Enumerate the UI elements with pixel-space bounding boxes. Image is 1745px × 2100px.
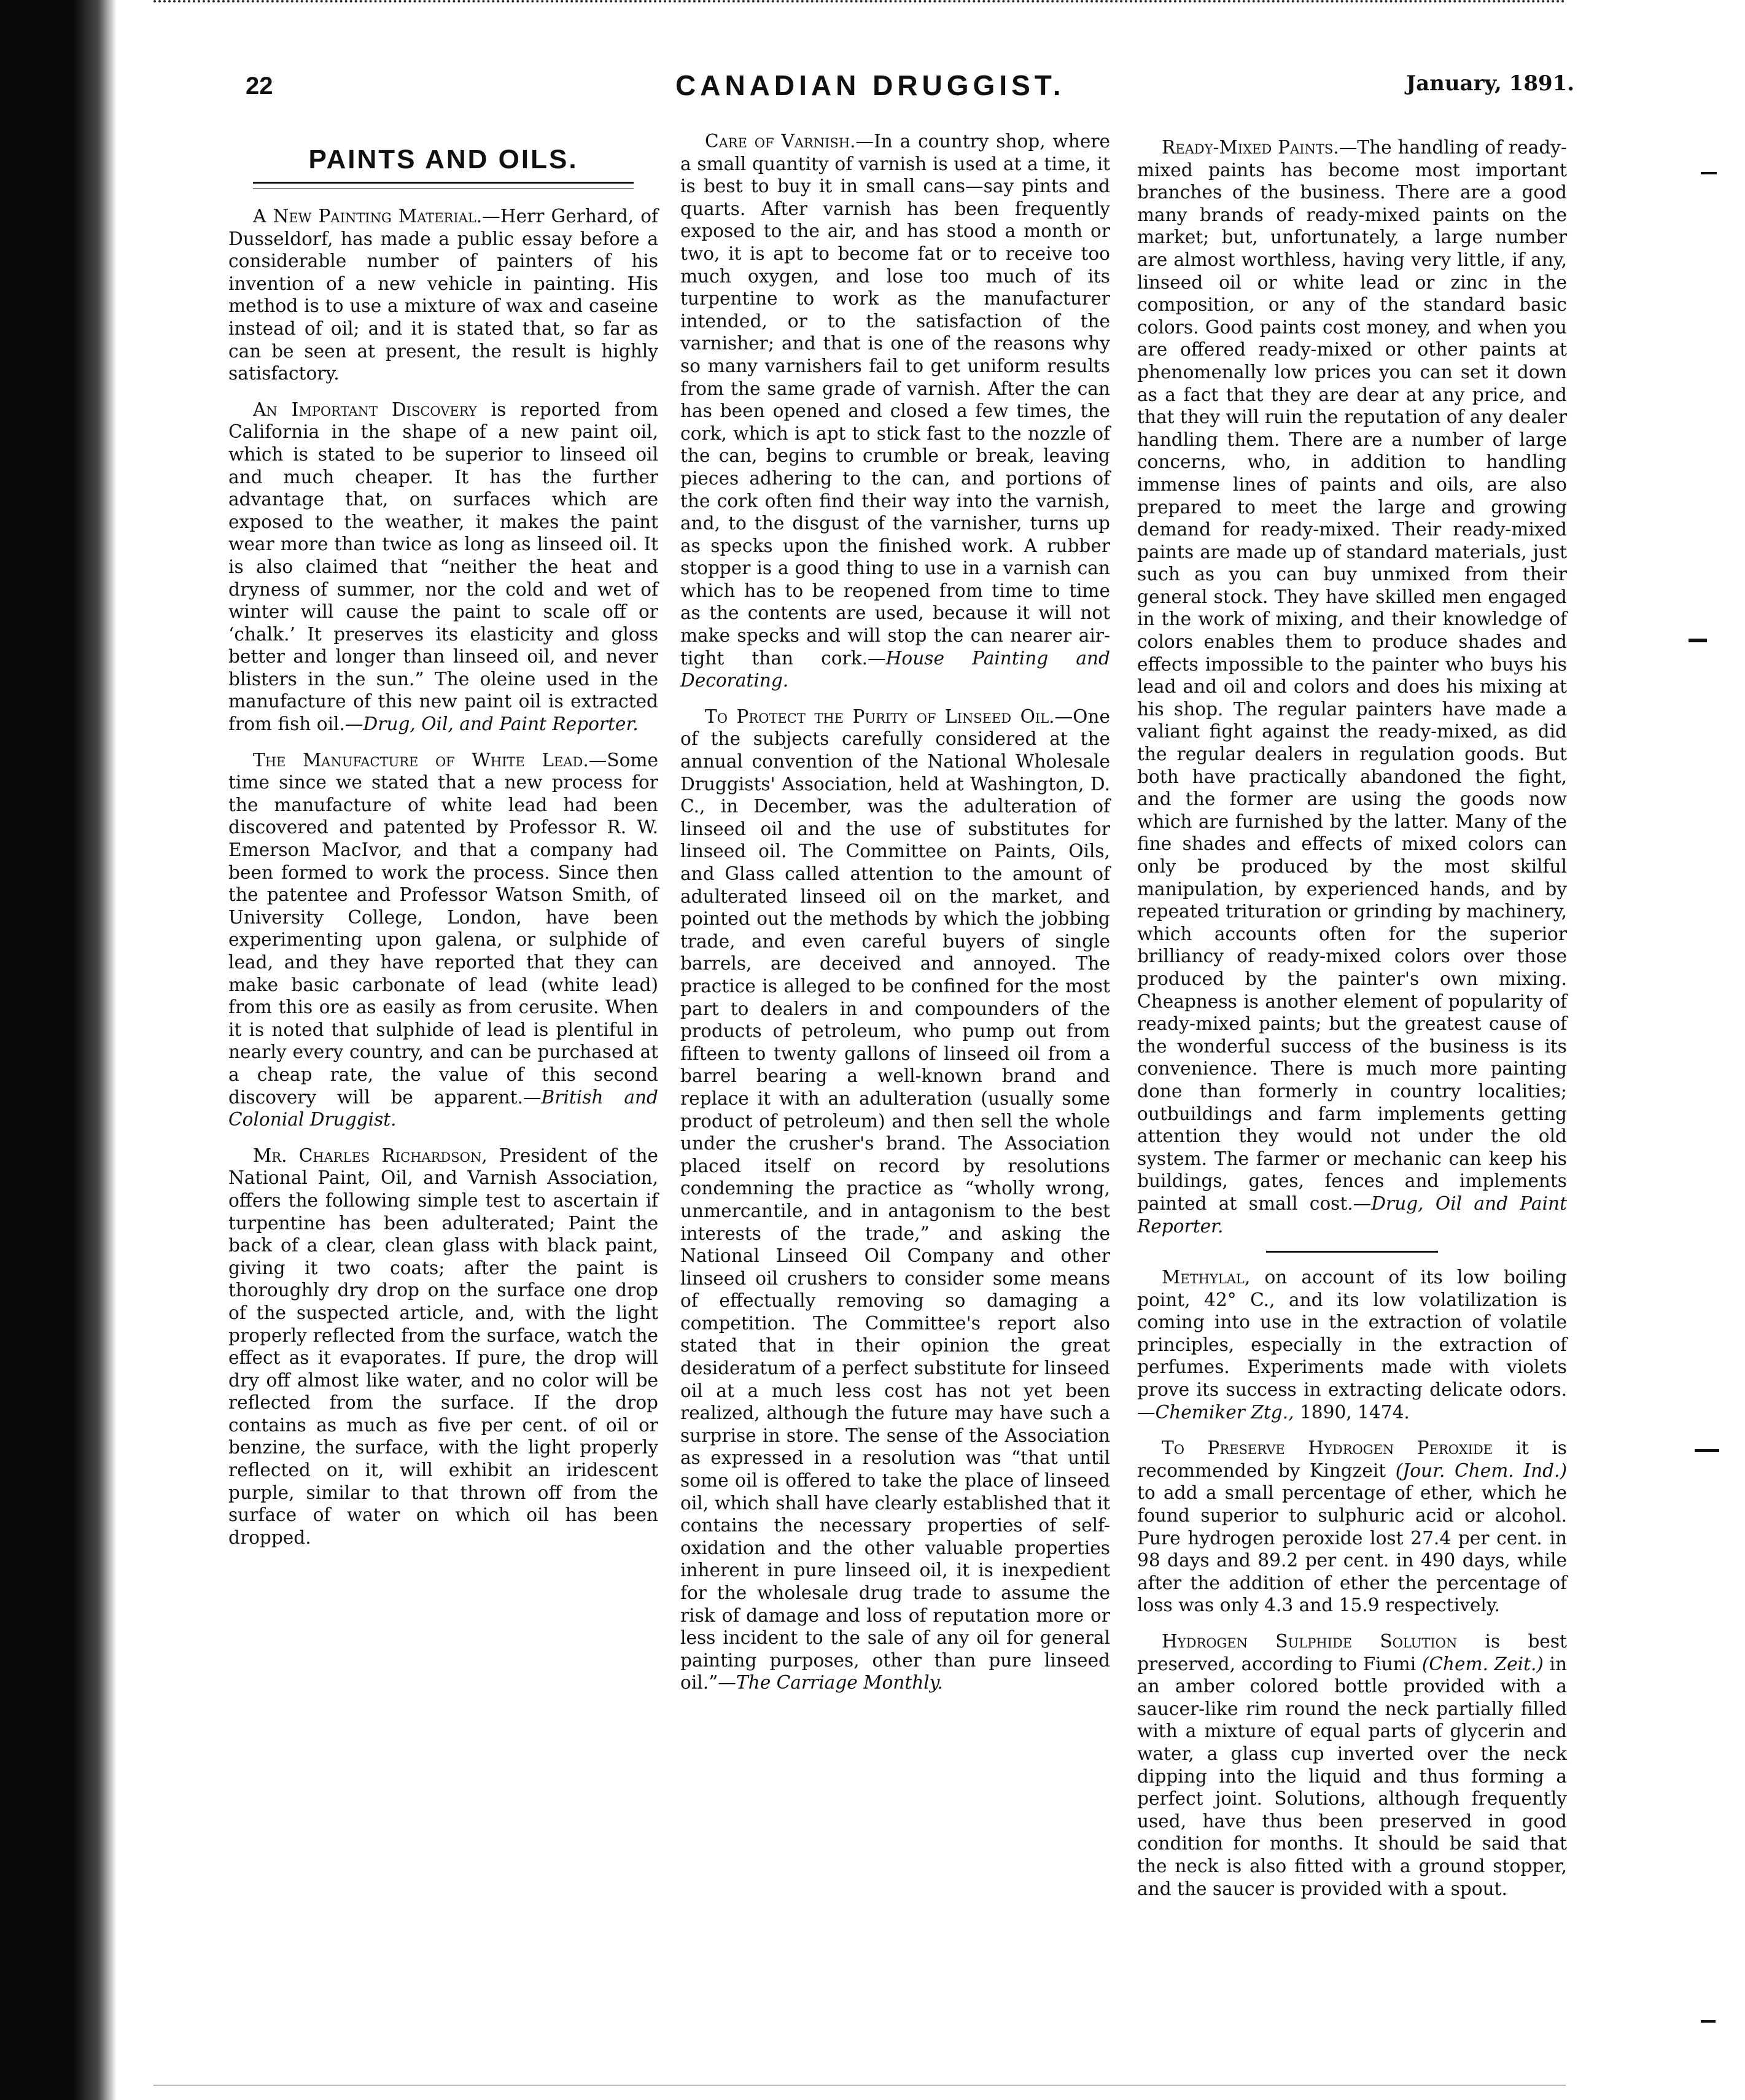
article-citation: The Carriage Monthly. bbox=[736, 1672, 943, 1694]
separator-rule bbox=[1266, 1251, 1438, 1253]
scan-mark bbox=[1701, 2020, 1716, 2023]
article-methylal bbox=[1137, 1266, 1567, 1423]
article-care-of-varnish bbox=[680, 130, 1110, 692]
article-citation: British and Colonial Druggist. bbox=[228, 1086, 658, 1130]
article-body: is reported from California in the shape of a new paint oil, which is stated to be superior to linseed oil and much cheaper. It has the further advantage that, on surfaces which are exposed to the weather, it makes the paint wear more than twice as long as linseed oil. It is also claimed that “neither the heat and dryness of summer, nor the cold and wet of winter will cause the paint to scale off or ‘chalk.’ It preserves its elasticity and gloss better and longer than linseed oil, and never blisters in the sun.” The oleine used in the manufacture of this new paint oil is extracted from fish oil.— bbox=[228, 399, 658, 735]
article-linseed-oil-purity bbox=[680, 706, 1110, 1694]
article-new-painting-material bbox=[228, 205, 658, 385]
column-2 bbox=[680, 130, 1110, 1708]
article-lead: Methylal, bbox=[1162, 1267, 1251, 1288]
article-lead: Mr. Charles Richardson, bbox=[253, 1145, 488, 1166]
scan-mark bbox=[1695, 1449, 1719, 1452]
article-lead: The Manufacture of White Lead. bbox=[253, 749, 589, 771]
article-lead: To Preserve Hydrogen Peroxide bbox=[1162, 1437, 1493, 1459]
article-body: is best preserved, according to Fiumi bbox=[1137, 1631, 1567, 1674]
article-lead: A New Painting Material. bbox=[253, 206, 483, 227]
article-turpentine-test bbox=[228, 1145, 658, 1549]
article-body: President of the National Paint, Oil, and Varnish Association, offers the following simple test to ascertain if turpentine has been adulterated; Paint the back of a clear, clean glass with black paint, giving it two coats; after the paint is thoroughly dry drop on the surface one drop of the suspected article, and, with the light properly reflected from the surface, watch the effect as it evaporates. If pure, the drop will dry off almost like water, and no color will be reflected from the surface. If the drop contains as much as five per cent. of oil or benzine, the surface, with the light properly reflected on it, will exhibit an iridescent purple, similar to that thrown off from the surface of water on which oil has been dropped. bbox=[228, 1145, 659, 1548]
article-body: —Herr Gerhard, of Dusseldorf, has made a public essay before a considerable number of painters of his invention of a new vehicle in painting. His method is to use a mixture of wax and caseine instead of oil; and it is stated that, so far as can be seen at present, the result is highly satisfactory. bbox=[228, 206, 658, 384]
article-body: on account of its low boiling point, 42° C., and its low volatilization is coming into use in the extraction of volatile principles, especially in the extraction of perfumes. Experiments made with violets prove its success in extracting delicate odors.— bbox=[1137, 1267, 1567, 1423]
article-important-discovery bbox=[228, 399, 658, 736]
article-citation: (Chem. Zeit.) bbox=[1421, 1653, 1544, 1674]
column-3 bbox=[1137, 136, 1567, 1913]
article-hydrogen-peroxide bbox=[1137, 1437, 1567, 1617]
article-white-lead bbox=[228, 749, 658, 1131]
article-citation: House Painting and Decorating. bbox=[680, 647, 1110, 691]
article-body: —Some time since we stated that a new process for the manufacture of white lead had been discovered and patented by Professor R. W. Emerson MacIvor, and that a company had been formed to work the process. Since then the patentee and Professor Watson Smith, of University College, London, have been experimenting upon galena, or sulphide of lead, and they have reported that they can make basic carbonate of lead (white lead) from this ore as easily as from cerusite. When it is noted that sulphide of lead is plentiful in nearly every country, and can be purchased at a cheap rate, the value of this second discovery will be apparent.— bbox=[228, 749, 658, 1108]
issue-date: January, 1891. bbox=[1406, 71, 1575, 96]
article-citation: Drug, Oil and Paint Reporter. bbox=[1137, 1192, 1567, 1237]
article-lead: Ready-Mixed Paints. bbox=[1162, 137, 1339, 158]
scan-mark bbox=[1689, 639, 1707, 642]
article-lead: Hydrogen Sulphide Solution bbox=[1162, 1631, 1458, 1652]
article-tail: in an amber colored bottle provided with a saucer-like rim round the neck partially filled with a mixture of equal parts of glycerin and water, a glass cup inverted over the neck dipping into the liquid and thus forming a perfect joint. Solutions, although frequently used, have thus been preserved in good condition for months. It should be said that the neck is also fitted with a ground stopper, and the saucer is provided with a spout. bbox=[1137, 1653, 1568, 1899]
column-1 bbox=[228, 130, 658, 1562]
top-dotted-rule bbox=[154, 0, 1566, 5]
page-bottom-edge bbox=[154, 2085, 1566, 2086]
article-citation: Chemiker Ztg., bbox=[1155, 1401, 1294, 1423]
article-tail: 1890, 1474. bbox=[1294, 1401, 1410, 1423]
article-citation: (Jour. Chem. Ind.) bbox=[1395, 1460, 1568, 1481]
scan-binding-edge bbox=[0, 0, 117, 2100]
article-body: —One of the subjects carefully considered at the annual convention of the National Wholesale Druggists' Association, held at Washington, D. C., in December, was the adulteration of linseed oil and the use of substitutes for linseed oil. The Committee on Paints, Oils, and Glass called attention to the amount of adulterated linseed oil on the market, and pointed out the methods by which the jobbing trade, and even careful buyers of single barrels, are deceived and annoyed. The practice is alleged to be confined for the most part to dealers in and compounders of the products of petroleum, who pump out from fifteen to twenty gallons of linseed oil from a barrel bearing a well-known brand and replace it with an adulteration (usually some product of petroleum) and then sell the whole under the crusher's brand. The Association placed itself on record by resolutions condemning the practice as “wholly wrong, unmercantile, and in antagonism to the best interests of the trade,” and asking the National Linseed Oil Company and other linseed oil crushers to consider some means of effectually removing so damaging a competition. The Committee's report also stated that in their opinion the great desideratum of a perfect substitute for linseed oil at a much less cost has not yet been realized, although the future may have such a surprise in store. The sense of the Association as expressed in a resolution was “that until some oil is offered to take the place of linseed oil, which shall have clearly established that it contains the necessary properties of self-oxidation and the other valuable properties inherent in pure linseed oil, it is inexpedient for the wholesale drug trade to assume the risk of damage and loss of reputation more or less incident to the sale of any oil for general painting purposes, other than pure linseed oil.”— bbox=[680, 706, 1110, 1694]
article-lead: To Protect the Purity of Linseed Oil. bbox=[705, 706, 1055, 727]
section-title: PAINTS AND OILS. bbox=[308, 144, 578, 174]
article-body: it is recommended by Kingzeit bbox=[1137, 1437, 1567, 1481]
section-title-rule bbox=[253, 182, 634, 189]
article-lead: Care of Varnish. bbox=[705, 131, 856, 152]
article-tail: to add a small percentage of ether, which he found superior to sulphuric acid or alcohol. Pure hydrogen peroxide lost 27.4 per cent. in 98 days and 89.2 per cent. in 490 days, while after the addition of ether the percentage of loss was only 4.3 and 15.9 respectively. bbox=[1137, 1482, 1567, 1616]
article-hydrogen-sulphide bbox=[1137, 1630, 1567, 1900]
article-citation: Drug, Oil, and Paint Reporter. bbox=[363, 714, 639, 735]
article-body: —In a country shop, where a small quantity of varnish is used at a time, it is best to buy it in small cans—say pints and quarts. After varnish has been frequently exposed to the air, and has stood a month or two, it is apt to become fat or to receive too much oxygen, and lose too much of its turpentine to work as the manufacturer intended, or to the satisfaction of the varnisher; and that is one of the reasons why so many varnishers fail to get uniform results from the same grade of varnish. After the can has been opened and closed a few times, the cork, which is apt to stick fast to the nozzle of the can, begins to crumble or break, leaving pieces adhering to the can, and portions of the cork often find their way into the varnish, and, to the disgust of the varnisher, turns up as specks upon the finished work. A rubber stopper is a good thing to use in a varnish can which has to be reopened from time to time as the contents are used, because it will not make specks and will stop the can nearer air-tight than cork.— bbox=[680, 131, 1110, 669]
journal-title: CANADIAN DRUGGIST. bbox=[675, 69, 1065, 101]
page-number: 22 bbox=[246, 72, 273, 99]
scan-mark bbox=[1701, 172, 1717, 174]
article-ready-mixed-paints bbox=[1137, 136, 1567, 1237]
article-body: —The handling of ready-mixed paints has become most important branches of the business. There are a good many brands of ready-mixed paints on the market; but, unfortunately, a large number are almost worthless, having very little, if any, linseed oil or white lead or zinc in the composition, or any of the standard basic colors. Good paints cost money, and when you are offered ready-mixed or other paints at phenomenally low prices you can set it down as a fact that they are dear at any price, and that they will ruin the reputation of any dealer handling them. There are a number of large concerns, who, in addition to handling immense lines of paints and oils, are also prepared to meet the large and growing demand for ready-mixed. Their ready-mixed paints are made up of standard materials, just such as you can buy unmixed from their general stock. They have skilled men engaged in the work of mixing, and their knowledge of colors enables them to produce shades and effects impossible to the painter who buys his lead and oil and colors and does his mixing at his shop. The regular painters have made a valiant fight against the ready-mixed, as did the regular dealers in regulation goods. But both have practically abandoned the fight, and the former are using the goods now which are furnished by the latter. Many of the fine shades and effects of mixed colors can only be produced by the most skilful manipulation, by experienced hands, and by repeated trituration or grinding by machinery, which accounts often for the superior brilliancy of ready-mixed colors over those produced by the painter's own mixing. Cheapness is another element of popularity of ready-mixed paints; but the greatest cause of the wonderful success of the business is its convenience. There is much more painting done than formerly in country localities; outbuildings and farm implements getting attention they would not under the old system. The farmer or mechanic can keep his buildings, gates, fences and implements painted at small cost.— bbox=[1137, 137, 1567, 1214]
article-lead: An Important Discovery bbox=[253, 399, 477, 420]
